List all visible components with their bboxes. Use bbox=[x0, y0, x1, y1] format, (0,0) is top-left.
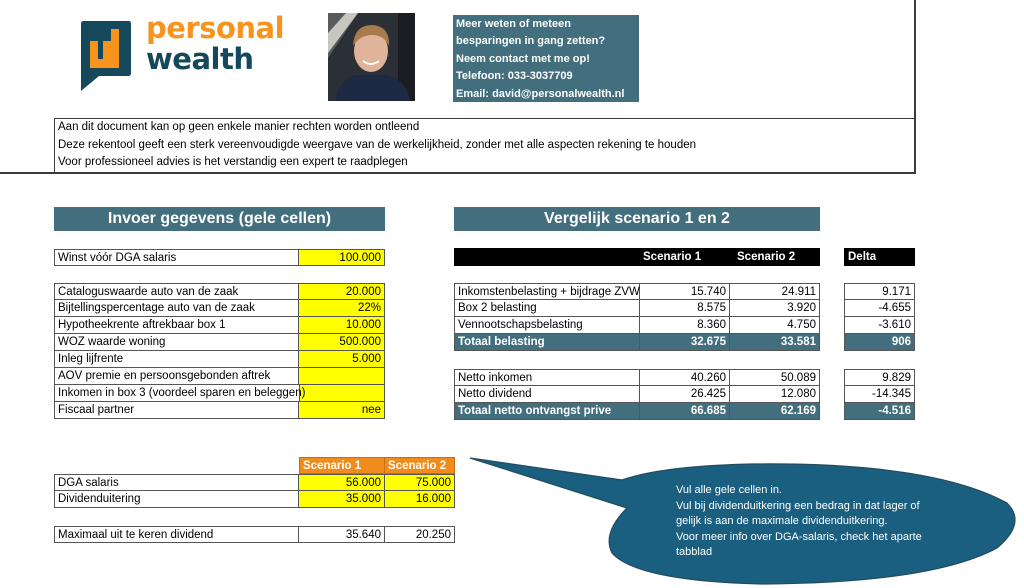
compare-total-s2: 33.581 bbox=[730, 334, 820, 351]
contact-line: Meer weten of meteen bbox=[456, 18, 571, 30]
delta-header: Delta bbox=[844, 248, 915, 266]
disclaimer-line: Voor professioneel advies is het verstandig een expert te raadplegen bbox=[58, 156, 408, 168]
portrait-image bbox=[328, 13, 415, 101]
scenario-input-header bbox=[299, 457, 455, 474]
contact-line: Neem contact met me op! bbox=[456, 52, 590, 65]
delta-row bbox=[844, 300, 915, 317]
max-dividend-s2: 20.250 bbox=[385, 526, 455, 543]
input-value[interactable]: nee bbox=[299, 402, 385, 419]
scenario-input-label: Dividenduitering bbox=[54, 491, 299, 508]
scenario2-header: Scenario 2 bbox=[385, 457, 455, 474]
input-label: Inleg lijfrente bbox=[54, 351, 299, 368]
compare-total-s1: 32.675 bbox=[640, 334, 730, 351]
delta-value: -3.610 bbox=[844, 317, 915, 334]
callout-line: Vul alle gele cellen in. bbox=[676, 484, 782, 496]
input-label: Winst vóór DGA salaris bbox=[54, 249, 299, 266]
compare-s1: 8.360 bbox=[640, 317, 730, 334]
callout-text bbox=[676, 483, 922, 561]
compare-header-s1: Scenario 1 bbox=[640, 248, 730, 266]
delta-row bbox=[844, 317, 915, 334]
compare-label: Netto dividend bbox=[454, 386, 640, 403]
compare-row bbox=[454, 369, 820, 386]
compare-header-row bbox=[454, 248, 820, 266]
compare-row bbox=[454, 300, 820, 317]
input-label: Fiscaal partner bbox=[54, 402, 299, 419]
compare-row bbox=[454, 317, 820, 334]
max-dividend-s1: 35.640 bbox=[299, 526, 385, 543]
callout-line: gelijk is aan de maximale dividenduitkering. bbox=[676, 515, 888, 527]
compare-net-total-s2: 62.169 bbox=[730, 403, 820, 420]
delta-net-total-row bbox=[844, 403, 915, 420]
input-row bbox=[54, 283, 385, 300]
input-value[interactable] bbox=[299, 385, 385, 402]
compare-s2: 12.080 bbox=[730, 386, 820, 403]
compare-row bbox=[454, 283, 820, 300]
compare-section-title: Vergelijk scenario 1 en 2 bbox=[454, 207, 820, 231]
compare-label: Box 2 belasting bbox=[454, 300, 640, 317]
scenario1-salaris[interactable]: 56.000 bbox=[299, 474, 385, 491]
scenario-input-row-salaris bbox=[54, 474, 455, 491]
input-value[interactable]: 10.000 bbox=[299, 317, 385, 334]
compare-s2: 4.750 bbox=[730, 317, 820, 334]
input-value-winst[interactable]: 100.000 bbox=[299, 249, 385, 266]
compare-s1: 26.425 bbox=[640, 386, 730, 403]
input-label: Hypotheekrente aftrekbaar box 1 bbox=[54, 317, 299, 334]
input-row bbox=[54, 317, 385, 334]
input-row bbox=[54, 351, 385, 368]
delta-value: 9.829 bbox=[844, 369, 915, 386]
compare-total-label: Totaal belasting bbox=[454, 334, 640, 351]
callout-line: Vul bij dividenduitkering een bedrag in dat lager of bbox=[676, 499, 920, 512]
logo-line2: wealth bbox=[146, 42, 254, 76]
compare-label: Vennootschapsbelasting bbox=[454, 317, 640, 334]
callout-line: Voor meer info over DGA-salaris, check het aparte bbox=[676, 530, 922, 543]
compare-s2: 50.089 bbox=[730, 369, 820, 386]
disclaimer-line: Deze rekentool geeft een sterk vereenvoudigde weergave van de werkelijkheid, zonder met alle aspecten rekening te houden bbox=[58, 138, 697, 151]
delta-row bbox=[844, 369, 915, 386]
max-dividend-label: Maximaal uit te keren dividend bbox=[54, 526, 299, 543]
portrait-photo bbox=[328, 13, 415, 101]
delta-total-row bbox=[844, 334, 915, 351]
compare-s1: 15.740 bbox=[640, 283, 730, 300]
input-row bbox=[54, 385, 385, 402]
input-value[interactable]: 500.000 bbox=[299, 334, 385, 351]
delta-value: -4.655 bbox=[844, 300, 915, 317]
input-value[interactable]: 20.000 bbox=[299, 283, 385, 300]
compare-net-total-s1: 66.685 bbox=[640, 403, 730, 420]
input-label: AOV premie en persoonsgebonden aftrek bbox=[54, 368, 299, 385]
scenario-input-row-dividend bbox=[54, 491, 455, 508]
compare-net-total-row bbox=[454, 403, 820, 420]
compare-label: Inkomstenbelasting + bijdrage ZVW bbox=[454, 283, 640, 300]
input-label: WOZ waarde woning bbox=[54, 334, 299, 351]
input-row bbox=[54, 368, 385, 385]
compare-row bbox=[454, 386, 820, 403]
compare-label: Netto inkomen bbox=[454, 369, 640, 386]
input-row bbox=[54, 334, 385, 351]
callout-line: tabblad bbox=[676, 546, 713, 558]
scenario1-header: Scenario 1 bbox=[299, 457, 385, 474]
input-value[interactable]: 5.000 bbox=[299, 351, 385, 368]
input-label: Cataloguswaarde auto van de zaak bbox=[54, 283, 299, 300]
compare-s2: 24.911 bbox=[730, 283, 820, 300]
max-dividend-row bbox=[54, 526, 455, 543]
compare-s1: 40.260 bbox=[640, 369, 730, 386]
compare-s2: 3.920 bbox=[730, 300, 820, 317]
delta-row bbox=[844, 283, 915, 300]
delta-net-total: -4.516 bbox=[844, 403, 915, 420]
input-row-winst bbox=[54, 249, 385, 266]
input-section-title: Invoer gegevens (gele cellen) bbox=[54, 207, 385, 231]
compare-total-row bbox=[454, 334, 820, 351]
input-label: Bijtellingspercentage auto van de zaak bbox=[54, 300, 299, 317]
personal-wealth-logo-icon bbox=[79, 21, 131, 91]
logo-line1: personal bbox=[146, 11, 285, 45]
compare-header-blank bbox=[454, 248, 640, 266]
input-row bbox=[54, 402, 385, 419]
contact-box bbox=[453, 15, 639, 102]
scenario1-dividend[interactable]: 35.000 bbox=[299, 491, 385, 508]
delta-row bbox=[844, 386, 915, 403]
input-row bbox=[54, 300, 385, 317]
contact-line: besparingen in gang zetten? bbox=[456, 35, 606, 48]
delta-value: 9.171 bbox=[844, 283, 915, 300]
contact-phone: Telefoon: 033-3037709 bbox=[456, 70, 573, 83]
contact-email[interactable]: Email: david@personalwealth.nl bbox=[456, 87, 625, 100]
delta-header-row bbox=[844, 248, 915, 266]
scenario-input-label: DGA salaris bbox=[54, 474, 299, 491]
compare-s1: 8.575 bbox=[640, 300, 730, 317]
input-label: Inkomen in box 3 (voordeel sparen en beleggen) bbox=[54, 385, 299, 402]
delta-total: 906 bbox=[844, 334, 915, 351]
logo-wordmark bbox=[146, 13, 284, 75]
scenario2-salaris[interactable]: 75.000 bbox=[385, 474, 455, 491]
input-value[interactable]: 22% bbox=[299, 300, 385, 317]
delta-value: -14.345 bbox=[844, 386, 915, 403]
disclaimer bbox=[54, 118, 914, 172]
input-value[interactable] bbox=[299, 368, 385, 385]
scenario2-dividend[interactable]: 16.000 bbox=[385, 491, 455, 508]
compare-net-total-label: Totaal netto ontvangst prive bbox=[454, 403, 640, 420]
disclaimer-line: Aan dit document kan op geen enkele manier rechten worden ontleend bbox=[58, 121, 420, 133]
compare-header-s2: Scenario 2 bbox=[730, 248, 820, 266]
